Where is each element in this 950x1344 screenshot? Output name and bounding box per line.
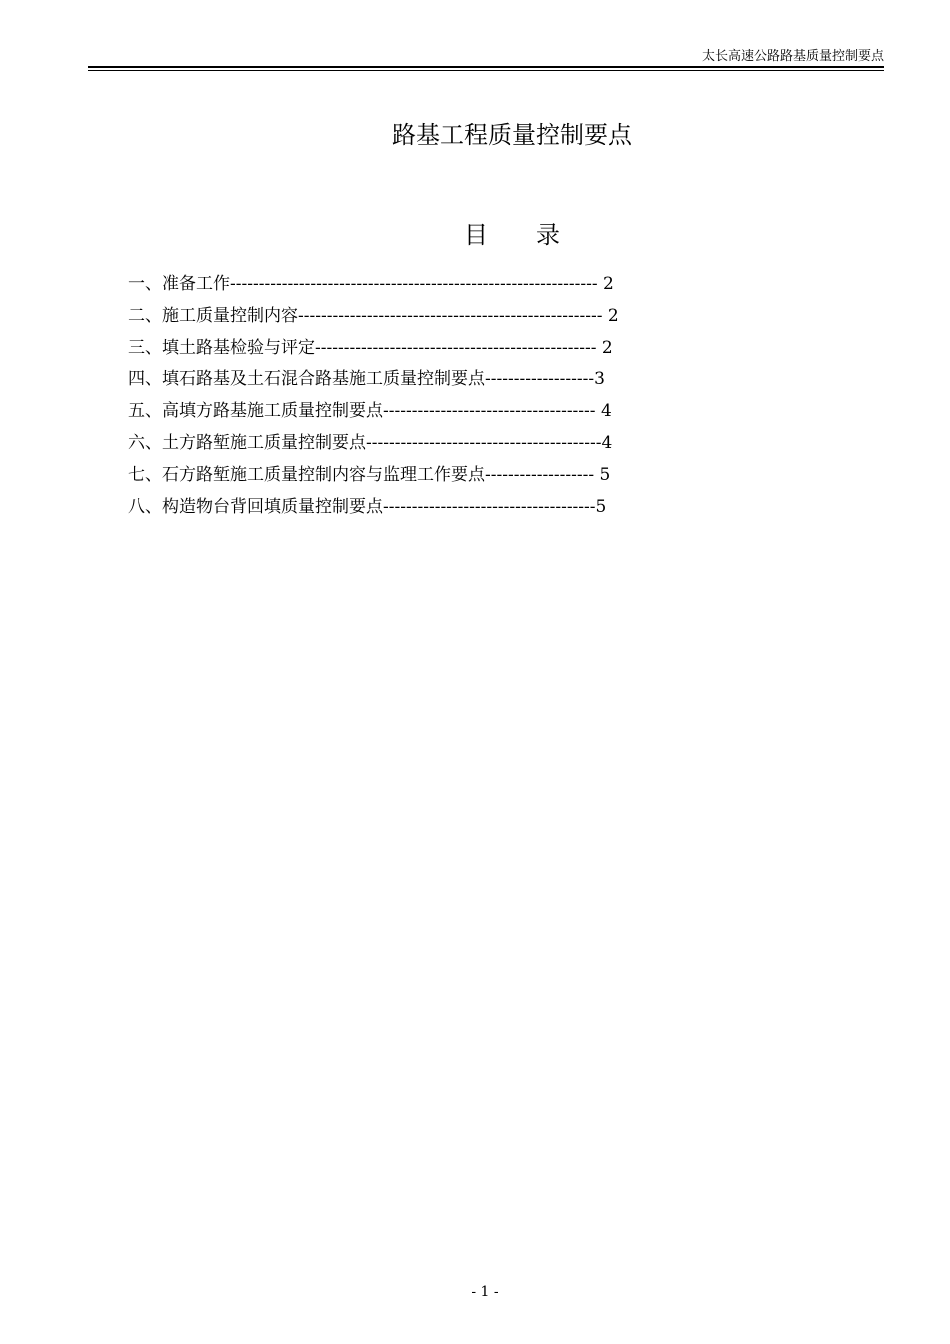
toc-leader: -------------------: [485, 464, 600, 485]
toc-heading: 目 录: [464, 221, 560, 249]
toc-item-text: 八、构造物台背回填质量控制要点: [128, 496, 383, 517]
toc-leader: -------------------------------------------------: [315, 337, 602, 358]
toc-page-number: 2: [601, 337, 613, 358]
toc-item[interactable]: [128, 337, 619, 369]
toc-item[interactable]: [128, 432, 619, 464]
toc-page-number: 4: [600, 401, 612, 422]
toc-item-text: 一、准备工作: [128, 274, 230, 294]
toc-item[interactable]: [128, 305, 619, 337]
toc-page-number: 5: [599, 464, 611, 485]
toc-item-text: 七、石方路堑施工质量控制内容与监理工作要点: [128, 464, 485, 485]
toc-page-number: 2: [607, 305, 619, 326]
toc-item[interactable]: [128, 464, 619, 496]
header-rule: [88, 66, 884, 71]
table-of-contents: [128, 273, 619, 527]
toc-item[interactable]: [128, 400, 619, 432]
toc-page-number: 2: [603, 274, 614, 294]
toc-leader: -----------------------------------------------------: [298, 305, 608, 326]
toc-item-text: 五、高填方路基施工质量控制要点: [128, 401, 383, 422]
toc-item[interactable]: [128, 273, 619, 305]
toc-item[interactable]: [128, 496, 619, 528]
toc-item-text: 六、土方路堑施工质量控制要点: [128, 432, 366, 453]
toc-page-number: 4: [601, 432, 613, 453]
toc-page-number: 5: [595, 496, 607, 517]
page-number: - 1 -: [471, 1284, 499, 1300]
toc-leader: -----------------------------------------: [366, 432, 602, 453]
running-header: 太长高速公路路基质量控制要点: [701, 49, 884, 64]
toc-leader: ----------------------------------------------------------------: [230, 274, 604, 294]
document-title: 路基工程质量控制要点: [392, 121, 632, 149]
toc-leader: -------------------: [485, 369, 595, 390]
toc-page-number: 3: [594, 369, 605, 390]
toc-item-text: 二、施工质量控制内容: [128, 305, 298, 326]
toc-item-text: 四、填石路基及土石混合路基施工质量控制要点: [128, 369, 485, 390]
toc-leader: -------------------------------------: [383, 401, 601, 422]
toc-item-text: 三、填土路基检验与评定: [128, 337, 315, 358]
toc-leader: -------------------------------------: [383, 496, 596, 517]
toc-item[interactable]: [128, 368, 619, 400]
